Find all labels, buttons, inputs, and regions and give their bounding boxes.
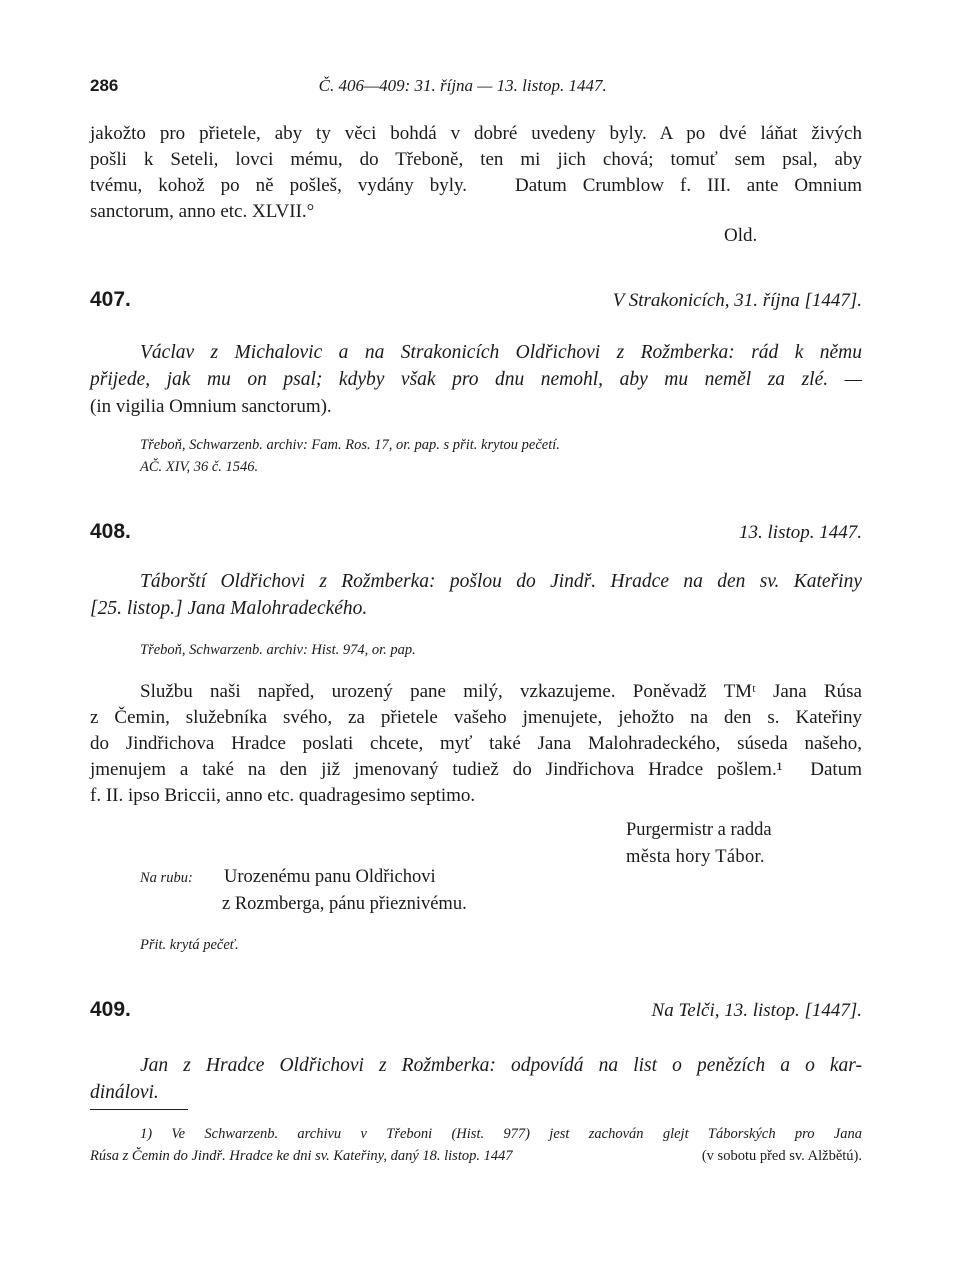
regest-line: přijede, jak mu on psal; kdyby však pro dnu nemohl, aby mu neměl za zlé. —	[90, 369, 862, 390]
address-label: Na rubu:	[140, 870, 193, 886]
doc-408-regest	[90, 568, 862, 622]
source-line: AČ. XIV, 36 č. 1546.	[140, 459, 259, 475]
footnote	[90, 1123, 862, 1167]
footnote-line	[90, 1145, 862, 1167]
footnote-rule	[90, 1109, 188, 1110]
doc-408-seal-note: Přit. krytá pečeť.	[140, 937, 239, 953]
regest-line: dinálovi.	[90, 1082, 159, 1103]
doc-408-signature	[626, 817, 816, 871]
signature-line: Purgermistr a radda	[626, 820, 772, 840]
text-line: tvému, kohož po ně pošleš, vydány byly. Datum Crumblow f. III. ante Omnium	[90, 175, 862, 196]
source-line: Třeboň, Schwarzenb. archiv: Fam. Ros. 17, or. pap. s přit. krytou pečetí.	[140, 437, 560, 453]
doc-409-heading	[90, 998, 862, 1022]
doc-place-date: Na Telči, 13. listop. [1447].	[651, 1000, 862, 1021]
doc-409-regest	[90, 1052, 862, 1106]
doc-number: 407.	[90, 288, 131, 311]
document-page	[90, 0, 862, 1264]
regest-line: (in vigilia Omnium sanctorum).	[90, 396, 332, 417]
doc-407-heading	[90, 288, 862, 312]
text-line: Službu naši napřed, urozený pane milý, vzkazujeme. Poněvadž TMᵗ Jana Rúsa	[140, 681, 862, 702]
text-line: sanctorum, anno etc. XLVII.°	[90, 201, 315, 222]
doc-407-regest	[90, 339, 862, 420]
text-line: jakožto pro přietele, aby ty věci bohdá v dobré uvedeny byly. A po dvé láňat živých	[90, 123, 862, 144]
regest-line: [25. listop.] Jana Malohradeckého.	[90, 598, 368, 619]
footnote-text-italic: Rúsa z Čemin do Jindř. Hradce ke dni sv. Kateřiny, daný 18. listop. 1447	[90, 1148, 513, 1164]
doc-number: 409.	[90, 998, 131, 1021]
signature-line: města hory Tábor.	[626, 847, 765, 867]
text-line: f. II. ipso Briccii, anno etc. quadragesimo septimo.	[90, 785, 476, 806]
footnote-text-roman: (v sobotu před sv. Alžbětú).	[701, 1148, 862, 1164]
text-line: do Jindřichova Hradce poslati chcete, myť také Jana Malohradeckého, súseda našeho,	[90, 733, 862, 754]
intro-text	[90, 121, 862, 225]
page-header	[90, 76, 862, 96]
doc-408-heading	[90, 520, 862, 544]
regest-line: Václav z Michalovic a na Strakonicích Oldřichovi z Rožmberka: rád k němu	[140, 342, 862, 363]
text-line: jmenujem a také na den již jmenovaný tudiež do Jindřichova Hradce pošlem.¹ Datum	[90, 759, 862, 780]
doc-408-address	[140, 864, 467, 918]
regest-line: Táborští Oldřichovi z Rožmberka: pošlou do Jindř. Hradce na den sv. Kateřiny	[140, 571, 862, 592]
running-head: Č. 406—409: 31. října — 13. listop. 1447.	[318, 76, 607, 95]
page-number: 286	[90, 76, 119, 95]
doc-number: 408.	[90, 520, 131, 543]
doc-408-text	[90, 679, 862, 809]
footnote-line: 1) Ve Schwarzenb. archivu v Třeboni (Hist. 977) jest zachován glejt Táborských pro Jana	[140, 1126, 862, 1142]
address-line: z Rozmberga, pánu přieznivému.	[222, 894, 467, 914]
doc-408-source: Třeboň, Schwarzenb. archiv: Hist. 974, or. pap.	[140, 642, 416, 658]
doc-407-source	[140, 434, 862, 478]
text-line: pošli k Seteli, lovci mému, do Třeboně, ten mi jich chová; tomuť sem psal, aby	[90, 149, 862, 170]
doc-place-date: V Strakonicích, 31. října [1447].	[612, 290, 862, 311]
regest-line: Jan z Hradce Oldřichovi z Rožmberka: odpovídá na list o penězích a o kar-	[140, 1055, 862, 1076]
doc-date: 13. listop. 1447.	[739, 522, 862, 543]
address-line: Urozenému panu Oldřichovi	[224, 867, 436, 887]
text-line: z Čemin, služebníka svého, za přietele vašeho jmenujete, jehožto na den s. Kateřiny	[90, 707, 862, 728]
intro-signature: Old.	[724, 225, 758, 246]
